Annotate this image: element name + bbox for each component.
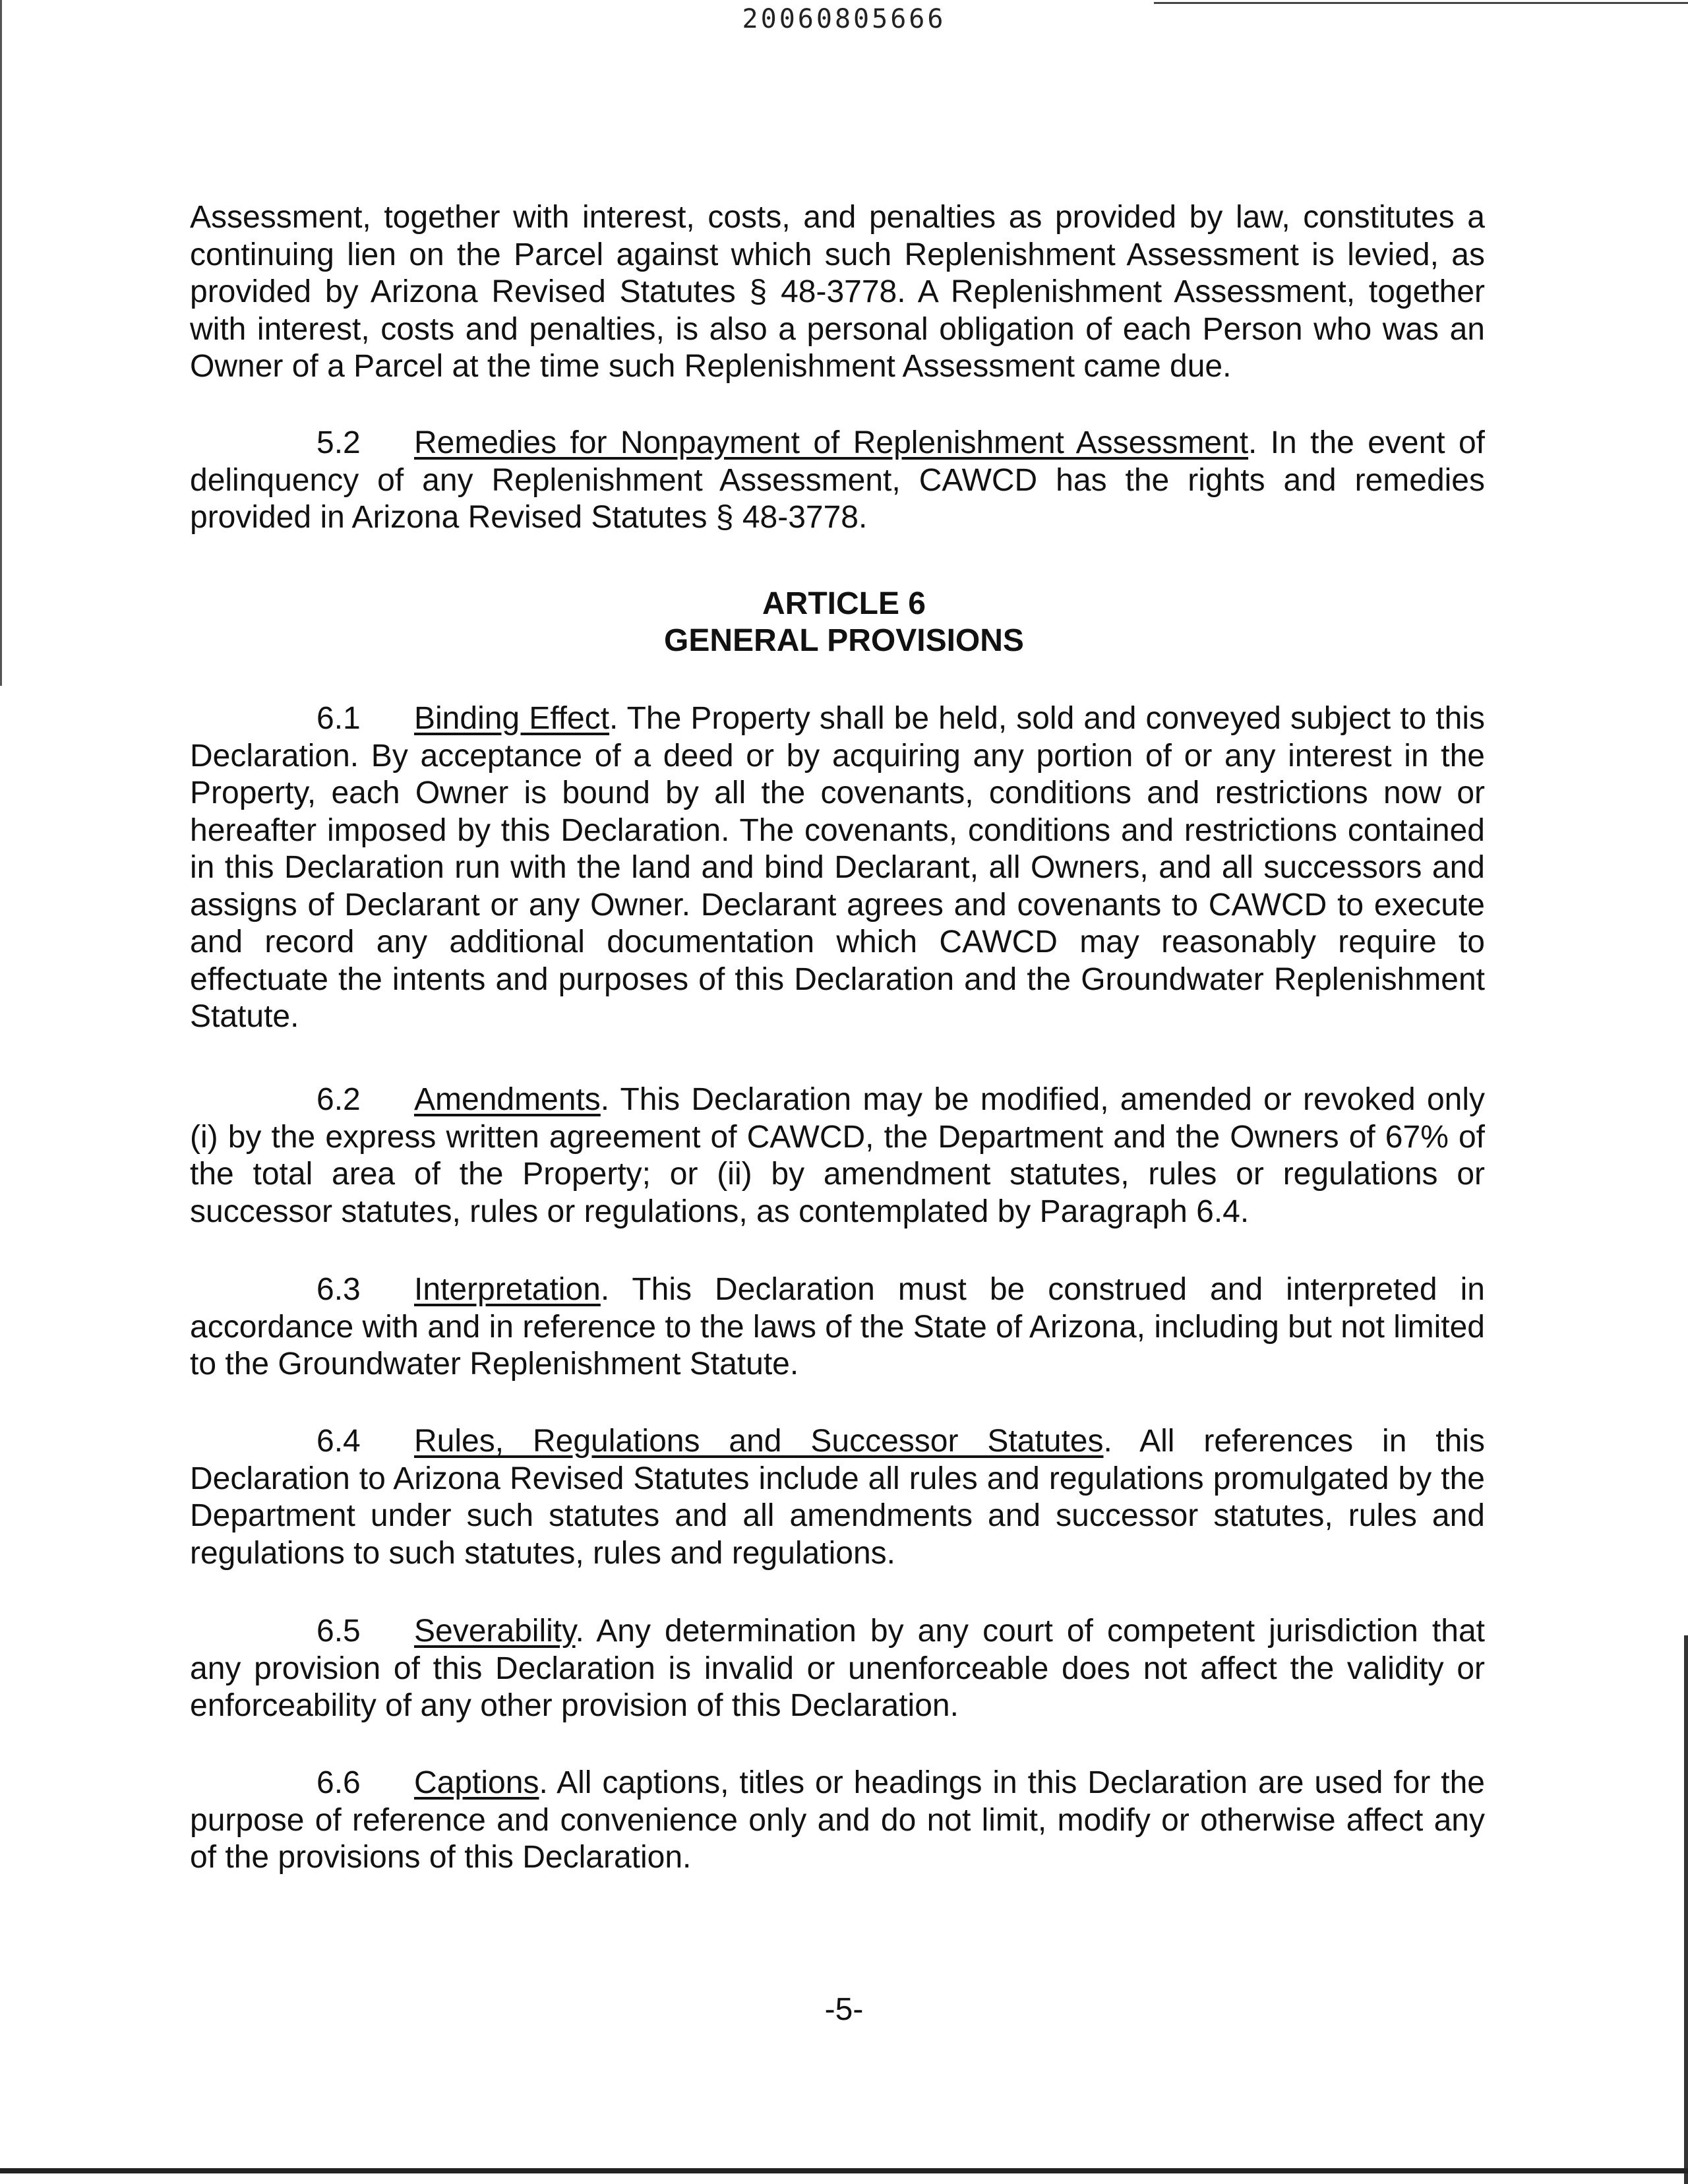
article-number: ARTICLE 6	[762, 586, 926, 621]
section-6-2	[190, 1081, 1485, 1230]
scan-right-edge-line	[1684, 1635, 1688, 2184]
scan-bottom-edge-line	[0, 2168, 1688, 2173]
section-6-4	[190, 1423, 1485, 1572]
section-6-5	[190, 1613, 1485, 1725]
section-number: 6.6	[316, 1765, 361, 1800]
section-6-3	[190, 1271, 1485, 1383]
section-number: 6.1	[316, 701, 361, 736]
section-title: Rules, Regulations and Successor Statutes	[414, 1424, 1104, 1459]
section-text: . This Declaration must be construed and interpreted in accordance with and in reference to the laws of the State of Arizona, including but not limited to the Groundwater Replenishment Statute.	[190, 1272, 1485, 1381]
section-6-6	[190, 1765, 1485, 1877]
section-text: . All references in this Declaration to Arizona Revised Statutes include all rules and regulations promulgated by the Department under such statutes and all amendments and successor statutes, rules and regulations to such statutes, rules and regulations.	[190, 1424, 1485, 1571]
section-text: . In the event of delinquency of any Replenishment Assessment, CAWCD has the rights and remedies provided in Arizona Revised Statutes § 48-3778.	[190, 425, 1485, 535]
page-number: -5-	[824, 1992, 864, 2027]
section-number: 6.2	[316, 1082, 361, 1117]
article-heading	[0, 586, 1688, 659]
intro-paragraph: Assessment, together with interest, costs, and penalties as provided by law, constitutes a continuing lien on the Parcel against which such Replenishment Assessment is levied, as provided by Arizona Revised Statutes § 48-3778. A Replenishment Assessment, together with interest, costs and penalties, is also a personal obligation of each Person who was an Owner of a Parcel at the time such Replenishment Assessment came due.	[190, 200, 1485, 384]
section-5-2	[190, 425, 1485, 537]
section-number: 6.4	[316, 1424, 361, 1459]
article-title: GENERAL PROVISIONS	[664, 623, 1024, 658]
recording-number: 20060805666	[742, 4, 946, 34]
section-text: . This Declaration may be modified, amended or revoked only (i) by the express written agreement of CAWCD, the Department and the Owners of 67% of the total area of the Property; or (ii) by amendment statutes, rules or regulations or successor statutes, rules or regulations, as contemplated by Paragraph 6.4.	[190, 1082, 1485, 1229]
section-title: Captions	[414, 1765, 539, 1800]
section-number: 6.5	[316, 1614, 361, 1649]
section-number: 6.3	[316, 1272, 361, 1307]
section-title: Binding Effect	[414, 701, 610, 736]
section-title: Severability	[414, 1614, 576, 1649]
section-number: 5.2	[316, 425, 361, 460]
section-6-1	[190, 700, 1485, 1036]
scan-left-edge-line	[0, 0, 2, 686]
section-title: Interpretation	[414, 1272, 601, 1307]
section-text: . The Property shall be held, sold and conveyed subject to this Declaration. By acceptance of a deed or by acquiring any portion of or any interest in the Property, each Owner is bound by all the covenants, conditions and restrictions now or hereafter imposed by this Declaration. The covenants, conditions and restrictions contained in this Declaration run with the land and bind Declarant, all Owners, and all successors and assigns of Declarant or any Owner. Declarant agrees and covenants to CAWCD to execute and record any additional documentation which CAWCD may reasonably require to effectuate the intents and purposes of this Declaration and the Groundwater Replenishment Statute.	[190, 701, 1486, 1034]
section-title: Amendments	[414, 1082, 601, 1117]
section-text: . All captions, titles or headings in this Declaration are used for the purpose of reference and convenience only and do not limit, modify or otherwise affect any of the provisions of this Declaration.	[190, 1765, 1485, 1875]
section-text: . Any determination by any court of competent jurisdiction that any provision of this Declaration is invalid or unenforceable does not affect the validity or enforceability of any other provision of this Declaration.	[190, 1614, 1485, 1723]
section-title: Remedies for Nonpayment of Replenishment Assessment	[414, 425, 1249, 460]
